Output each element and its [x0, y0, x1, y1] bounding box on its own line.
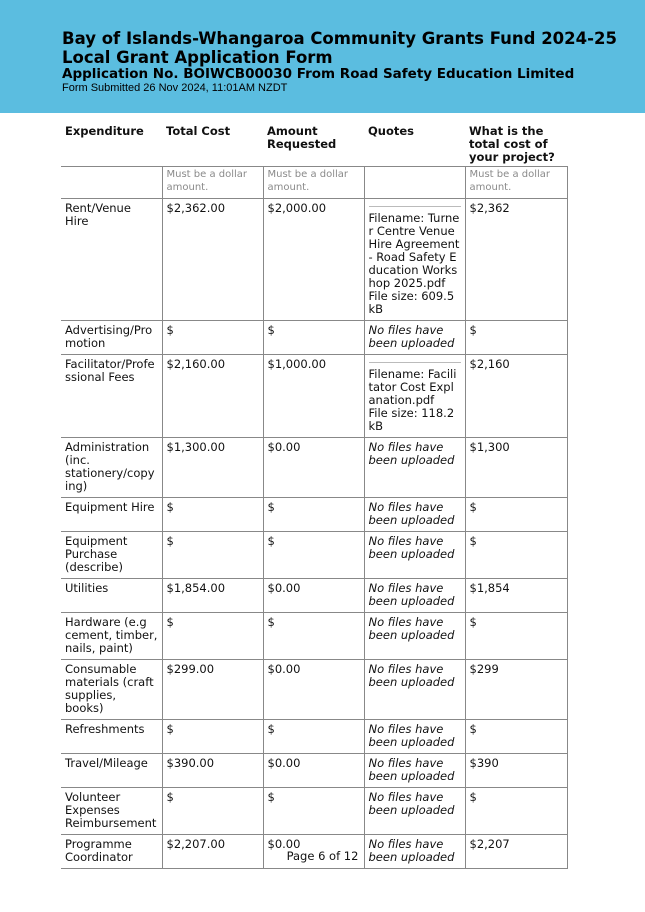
table-header-row [61, 122, 567, 167]
table-row [61, 199, 567, 321]
amount-requested-cell: $ [263, 720, 364, 754]
project-total-cell: $ [465, 720, 567, 754]
project-total-cell: $2,207 [465, 835, 567, 869]
project-total-cell: $ [465, 532, 567, 579]
column-header-expenditure: Expenditure [65, 124, 144, 138]
column-header-quotes: Quotes [368, 124, 415, 138]
file-size: File size: 118.2 kB [368, 406, 455, 433]
quotes-cell [364, 720, 465, 754]
amount-requested-cell: $ [263, 532, 364, 579]
expenditure-cell: Equipment Purchase (describe) [61, 532, 162, 579]
submitted-date: Form Submitted 26 Nov 2024, 11:01AM NZDT [62, 82, 288, 94]
table-row [61, 321, 567, 355]
total-cost-cell: $ [162, 788, 263, 835]
amount-requested-cell: $ [263, 321, 364, 355]
hint-cell [61, 167, 162, 199]
expenditure-cell: Administration (inc. stationery/copying) [61, 438, 162, 498]
no-files-text: No files have been uploaded [368, 534, 455, 561]
project-total-cell: $ [465, 321, 567, 355]
expenditure-cell: Facilitator/Professional Fees [61, 355, 162, 438]
quotes-cell [364, 613, 465, 660]
column-header-amount-requested: Amount Requested [267, 124, 337, 151]
amount-requested-cell: $1,000.00 [263, 355, 364, 438]
project-total-cell: $ [465, 788, 567, 835]
project-total-cell: $2,160 [465, 355, 567, 438]
no-files-text: No files have been uploaded [368, 615, 455, 642]
column-header-total-cost: Total Cost [166, 124, 231, 138]
quotes-cell [364, 355, 465, 438]
no-files-text: No files have been uploaded [368, 323, 455, 350]
header-banner [0, 0, 645, 113]
expenditure-cell: Equipment Hire [61, 498, 162, 532]
quotes-cell [364, 532, 465, 579]
expenditure-cell: Travel/Mileage [61, 754, 162, 788]
page-number: Page 6 of 12 [286, 849, 359, 863]
table-row [61, 532, 567, 579]
total-cost-cell: $2,362.00 [162, 199, 263, 321]
total-cost-cell: $1,854.00 [162, 579, 263, 613]
amount-requested-cell: $0.00 [263, 438, 364, 498]
table-row [61, 720, 567, 754]
total-cost-cell: $1,300.00 [162, 438, 263, 498]
column-header-project-total: What is the total cost of your project? [469, 124, 555, 164]
hint-cell: Must be a dollar amount. [162, 167, 263, 199]
hint-cell: Must be a dollar amount. [465, 167, 567, 199]
amount-requested-cell: $2,000.00 [263, 199, 364, 321]
no-files-text: No files have been uploaded [368, 837, 455, 864]
total-cost-cell: $2,160.00 [162, 355, 263, 438]
quotes-cell [364, 754, 465, 788]
no-files-text: No files have been uploaded [368, 790, 455, 817]
file-name: Filename: Facilitator Cost Explanation.pdf [368, 367, 457, 407]
uploaded-file[interactable] [369, 206, 461, 316]
table-row [61, 754, 567, 788]
amount-requested-cell: $ [263, 788, 364, 835]
total-cost-cell: $ [162, 498, 263, 532]
amount-requested-cell: $0.00 [263, 835, 364, 869]
quotes-cell [364, 788, 465, 835]
file-size: File size: 609.5 kB [368, 289, 455, 316]
expenditure-cell: Consumable materials (craft supplies, books) [61, 660, 162, 720]
total-cost-cell: $ [162, 532, 263, 579]
project-total-cell: $ [465, 498, 567, 532]
project-total-cell: $390 [465, 754, 567, 788]
amount-requested-cell: $0.00 [263, 754, 364, 788]
form-title: Bay of Islands-Whangaroa Community Grants Fund 2024-25 Local Grant Application Form [62, 29, 617, 67]
table-row [61, 355, 567, 438]
quotes-cell [364, 498, 465, 532]
total-cost-cell: $ [162, 613, 263, 660]
table-row [61, 438, 567, 498]
file-name: Filename: Turner Centre Venue Hire Agreement - Road Safety Education Workshop 2025.pdf [368, 211, 460, 290]
no-files-text: No files have been uploaded [368, 722, 455, 749]
hint-cell [364, 167, 465, 199]
no-files-text: No files have been uploaded [368, 440, 455, 467]
total-cost-cell: $2,207.00 [162, 835, 263, 869]
quotes-cell [364, 321, 465, 355]
project-total-cell: $1,854 [465, 579, 567, 613]
hint-cell: Must be a dollar amount. [263, 167, 364, 199]
no-files-text: No files have been uploaded [368, 756, 455, 783]
total-cost-cell: $299.00 [162, 660, 263, 720]
no-files-text: No files have been uploaded [368, 662, 455, 689]
expenditure-cell: Hardware (e.g cement, timber, nails, paint) [61, 613, 162, 660]
expenditure-cell: Utilities [61, 579, 162, 613]
amount-requested-cell: $ [263, 498, 364, 532]
application-number: Application No. BOIWCB00030 From Road Safety Education Limited [62, 66, 575, 82]
project-total-cell: $1,300 [465, 438, 567, 498]
expenditure-table [61, 122, 568, 869]
expenditure-cell: Refreshments [61, 720, 162, 754]
quotes-cell [364, 438, 465, 498]
hint-row [61, 167, 567, 199]
project-total-cell: $2,362 [465, 199, 567, 321]
quotes-cell [364, 579, 465, 613]
total-cost-cell: $ [162, 720, 263, 754]
table-row [61, 613, 567, 660]
table-row [61, 788, 567, 835]
project-total-cell: $299 [465, 660, 567, 720]
table-row [61, 498, 567, 532]
expenditure-cell: Volunteer Expenses Reimbursement [61, 788, 162, 835]
project-total-cell: $ [465, 613, 567, 660]
amount-requested-cell: $ [263, 613, 364, 660]
table-row [61, 579, 567, 613]
quotes-cell [364, 660, 465, 720]
uploaded-file[interactable] [369, 362, 461, 433]
expenditure-cell: Rent/Venue Hire [61, 199, 162, 321]
total-cost-cell: $390.00 [162, 754, 263, 788]
expenditure-cell: Advertising/Promotion [61, 321, 162, 355]
amount-requested-cell: $0.00 [263, 660, 364, 720]
no-files-text: No files have been uploaded [368, 581, 455, 608]
no-files-text: No files have been uploaded [368, 500, 455, 527]
table-row [61, 660, 567, 720]
expenditure-cell: Programme Coordinator [61, 835, 162, 869]
amount-requested-cell: $0.00 [263, 579, 364, 613]
total-cost-cell: $ [162, 321, 263, 355]
quotes-cell [364, 199, 465, 321]
